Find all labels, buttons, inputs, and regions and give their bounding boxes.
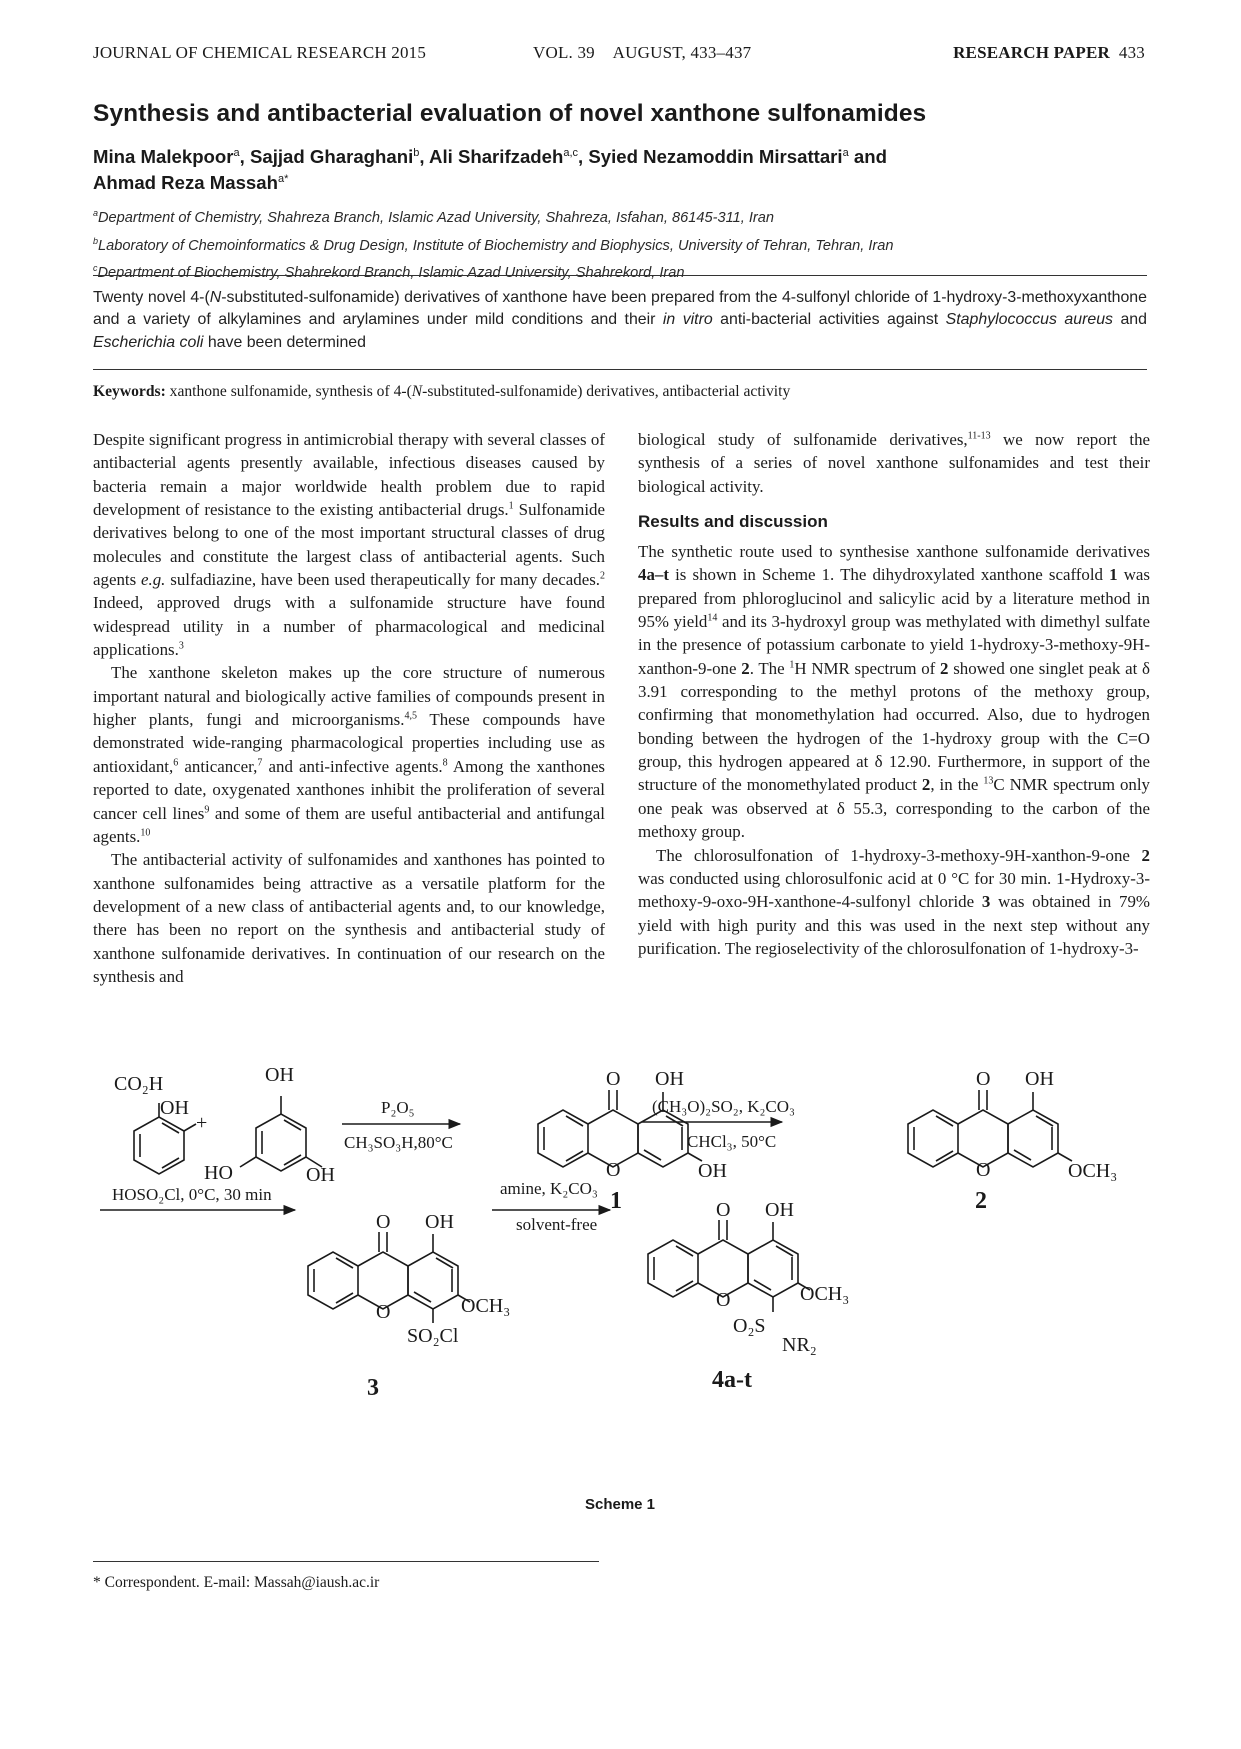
footnote-divider bbox=[93, 1561, 599, 1562]
compound-number: 3 bbox=[367, 1375, 379, 1401]
volume: VOL. 39 bbox=[533, 43, 595, 62]
methoxy-label: OCH₃ bbox=[1068, 1160, 1118, 1182]
citation: 4,5 bbox=[404, 710, 417, 722]
citation: 6 bbox=[173, 757, 179, 769]
affiliation bbox=[93, 230, 1153, 258]
ring-o-label: O bbox=[606, 1159, 621, 1181]
keywords-italic: N bbox=[411, 383, 423, 400]
citation: 14 bbox=[707, 612, 718, 624]
phloroglucinol-oh-label: OH bbox=[265, 1064, 294, 1086]
author-sup: a bbox=[842, 147, 849, 159]
author-sup: b bbox=[413, 147, 420, 159]
abstract-organism: Escherichia coli bbox=[93, 333, 204, 351]
citation: 8 bbox=[442, 757, 448, 769]
author: Mina Malekpoor bbox=[93, 146, 234, 168]
paragraph: Despite significant progress in antimicrobial therapy with several classes of antibacterial agents presently available, infectious diseases caused by bacteria remain a major worldwide health problem due to rapid development of resistance to the existing antibacterial drugs.$^1$ Sulfonamide derivatives belong to one of the most important structural classes of drug molecules and constitute the largest class of antibacterial agents. Such agents e.g. sulfadiazine, have been used therapeutically for many decades.$^2$ Indeed, approved drugs with a sulfonamide structure have found widespread utility in a number of pharmacological and medicinal applications.$^3$ bbox=[93, 430, 605, 660]
keywords-label: Keywords: bbox=[93, 383, 166, 400]
ring-o-label: O bbox=[716, 1289, 731, 1311]
affiliation-sup: c bbox=[93, 263, 98, 274]
paragraph: The xanthone skeleton makes up the core structure of numerous important natural and biologically active families of compounds present in higher plants, fungi and microorganisms.$^{4,5}$ These compounds have demonstrated wide-ranging pharmacological properties including use as antioxidant,$^6$ anticancer,$^7$ and anti-infective agents.$^8$ Among the xanthones reported to date, oxygenated xanthones inhibit the proliferation of several cancer cell lines$^9$ and some of them are useful antibacterial and antifungal agents.$^{10}$ bbox=[93, 663, 606, 846]
abstract-text: Twenty novel 4-( bbox=[93, 289, 210, 306]
divider bbox=[93, 369, 1147, 370]
compound-2-structure bbox=[908, 1090, 1072, 1167]
affiliation bbox=[93, 257, 1153, 285]
author-sup: a bbox=[233, 147, 240, 159]
keywords-text: -substituted-sulfonamide) derivatives, antibacterial activity bbox=[422, 383, 791, 400]
body-column-left bbox=[93, 428, 605, 988]
phloroglucinol-structure bbox=[240, 1096, 322, 1171]
phloroglucinol-oh-label: OH bbox=[306, 1164, 335, 1186]
reagent-label: P₂O₅ bbox=[381, 1098, 415, 1117]
hydroxy-label: OH bbox=[425, 1211, 454, 1233]
salicylic-oh-label: OH bbox=[160, 1097, 189, 1119]
author: Sajjad Gharaghani bbox=[249, 146, 414, 168]
author-list bbox=[93, 142, 1153, 194]
citation: 11-13 bbox=[967, 430, 991, 442]
abstract-italic: N bbox=[209, 289, 222, 306]
compound-number: 2 bbox=[975, 1188, 987, 1214]
carbonyl-o-label: O bbox=[376, 1211, 391, 1233]
abstract-text: and bbox=[1113, 311, 1147, 329]
ring-o-label: O bbox=[976, 1159, 991, 1181]
amine-label: NR₂ bbox=[782, 1334, 817, 1356]
issue: AUGUST, 433–437 bbox=[612, 43, 752, 62]
abstract-italic: in vitro bbox=[662, 311, 713, 329]
paper-type-page bbox=[953, 43, 1145, 63]
reagent-label: amine, K₂CO₃ bbox=[500, 1179, 598, 1198]
scheme-caption: Scheme 1 bbox=[584, 1496, 656, 1513]
hydroxy-label: OH bbox=[1025, 1068, 1054, 1090]
hydroxy-label: OH bbox=[698, 1160, 727, 1182]
author-sep: and bbox=[848, 146, 887, 168]
abstract bbox=[93, 287, 1147, 354]
citation: 1 bbox=[508, 500, 514, 512]
citation: 2 bbox=[600, 570, 605, 582]
citation: 9 bbox=[204, 803, 210, 815]
affiliation-text: Laboratory of Chemoinformatics & Drug Design, Institute of Biochemistry and Biophysics, University of Tehran, Tehran, Iran bbox=[98, 237, 894, 254]
author-sep: , bbox=[239, 146, 250, 168]
author: Ahmad Reza Massah bbox=[93, 172, 278, 194]
paragraph: The antibacterial activity of sulfonamides and xanthones has pointed to xanthone sulfonamides being attractive as a versatile platform for the development of a new class of antibacterial agents and, to our knowledge, there has been no report on the synthesis and antibacterial study of xanthone sulfonamide derivatives. In continuation of our research on the synthesis and bbox=[93, 850, 605, 986]
phloroglucinol-ho-label: HO bbox=[204, 1162, 233, 1184]
condition-label: solvent-free bbox=[516, 1215, 598, 1234]
paragraph: The synthetic route used to synthesise xanthone sulfonamide derivatives 4a–t is shown in Scheme 1. The dihydroxylated xanthone scaffold 1 was prepared from phloroglucinol and salicylic acid by a literature method in 95% yield$^{14}$ and its 3-hydroxyl group was methylated with dimethyl sulfate in the presence of potassium carbonate to yield 1-hydroxy-3-methoxy-9H-xanthon-9-one 2. The $^1$H NMR spectrum of 2 showed one singlet peak at δ 3.91 corresponding to the methyl protons of the methoxy group, confirming that monomethylation had occurred. Also, due to hydrogen bonding between the hydrogen of the 1-hydroxy group with the C=O group, this hydrogen appeared at δ 12.90. Furthermore, in support of the structure of the monomethylated product 2, in the $^{13}$C NMR spectrum only one peak was observed at δ 55.3, corresponding to the carbon of the methoxy group. bbox=[638, 542, 1151, 842]
sulfonyl-label: O₂S bbox=[733, 1315, 766, 1337]
author: Syied Nezamoddin Mirsattari bbox=[588, 146, 843, 168]
author: Ali Sharifzadeh bbox=[429, 146, 564, 168]
carbonyl-o-label: O bbox=[606, 1068, 621, 1090]
affiliation bbox=[93, 202, 1153, 230]
correspondence-footnote: * Correspondent. E-mail: Massah@iaush.ac.ir bbox=[93, 1574, 380, 1591]
methoxy-label: OCH₃ bbox=[800, 1283, 850, 1305]
journal-name: JOURNAL OF CHEMICAL RESEARCH 2015 bbox=[93, 43, 427, 62]
page-number: 433 bbox=[1118, 43, 1145, 62]
author-sep: , bbox=[578, 146, 589, 168]
reaction-scheme bbox=[90, 1050, 1160, 1490]
author-sep: , bbox=[419, 146, 430, 168]
volume-issue bbox=[533, 43, 751, 63]
carbonyl-o-label: O bbox=[976, 1068, 991, 1090]
condition-label: CHCl₃, 50°C bbox=[687, 1132, 777, 1151]
author-sup: a,c bbox=[563, 147, 579, 159]
sulfonyl-chloride-label: SO₂Cl bbox=[407, 1325, 459, 1347]
divider bbox=[93, 275, 1147, 276]
salicylic-co2h-label: CO₂H bbox=[114, 1073, 164, 1095]
affiliation-sup: a bbox=[93, 208, 99, 218]
abstract-text: -substituted-sulfonamide) derivatives of xanthone have been prepared from the 4-sulfonyl chloride of 1-hydroxy-3-methoxyxanthone and a variety of alkylamines and arylamines under mild conditions and their bbox=[93, 289, 1147, 329]
citation: 7 bbox=[257, 757, 263, 769]
compound-number: 1 bbox=[610, 1188, 622, 1214]
abstract-organism: Staphylococcus aureus bbox=[945, 311, 1114, 329]
citation: 3 bbox=[178, 640, 184, 652]
hydroxy-label: OH bbox=[765, 1199, 794, 1221]
condition-label: CH₃SO₃H,80°C bbox=[344, 1133, 453, 1152]
carbonyl-o-label: O bbox=[716, 1199, 731, 1221]
plus-sign: + bbox=[196, 1112, 208, 1134]
section-heading: Results and discussion bbox=[638, 512, 828, 532]
compound-number: 4a-t bbox=[712, 1367, 752, 1393]
author-sup: a* bbox=[277, 173, 289, 186]
reagent-label: HOSO₂Cl, 0°C, 30 min bbox=[112, 1185, 272, 1204]
paper-type: RESEARCH PAPER bbox=[953, 43, 1110, 62]
running-header bbox=[93, 43, 1145, 67]
affiliations bbox=[93, 202, 1153, 285]
abstract-text: have been determined bbox=[203, 333, 366, 351]
citation: 10 bbox=[140, 827, 151, 839]
keywords bbox=[93, 383, 1147, 401]
methoxy-label: OCH₃ bbox=[461, 1295, 511, 1317]
affiliation-text: Department of Chemistry, Shahreza Branch, Islamic Azad University, Shahreza, Isfahan, 86145-311, Iran bbox=[98, 209, 774, 226]
affiliation-sup: b bbox=[93, 235, 99, 246]
keywords-text: xanthone sulfonamide, synthesis of 4-( bbox=[165, 383, 412, 400]
paragraph: The chlorosulfonation of 1-hydroxy-3-methoxy-9H-xanthon-9-one 2 was conducted using chlorosulfonic acid at 0 °C for 30 min. 1-Hydroxy-3-methoxy-9-oxo-9H-xanthone-4-sulfonyl chloride 3 was obtained in 79% yield with high purity and this was used in the next step without any purification. The regioselectivity of the chlorosulfonation of 1-hydroxy-3- bbox=[638, 845, 1150, 958]
ring-o-label: O bbox=[376, 1301, 391, 1323]
reagent-label: (CH₃O)₂SO₂, K₂CO₃ bbox=[652, 1097, 795, 1116]
abstract-text: anti-bacterial activities against bbox=[712, 311, 946, 329]
hydroxy-label: OH bbox=[655, 1068, 684, 1090]
scheme-1 bbox=[90, 1050, 1160, 1490]
paragraph: biological study of sulfonamide derivatives,$^{11-13}$ we now report the synthesis of a series of novel xanthone sulfonamides and test their biological activity. bbox=[638, 430, 1151, 496]
affiliation-text: Department of Biochemistry, Shahrekord Branch, Islamic Azad University, Shahrekord, Iran bbox=[97, 264, 685, 281]
paper-title: Synthesis and antibacterial evaluation of novel xanthone sulfonamides bbox=[93, 100, 927, 127]
body-column-right bbox=[638, 428, 1150, 960]
